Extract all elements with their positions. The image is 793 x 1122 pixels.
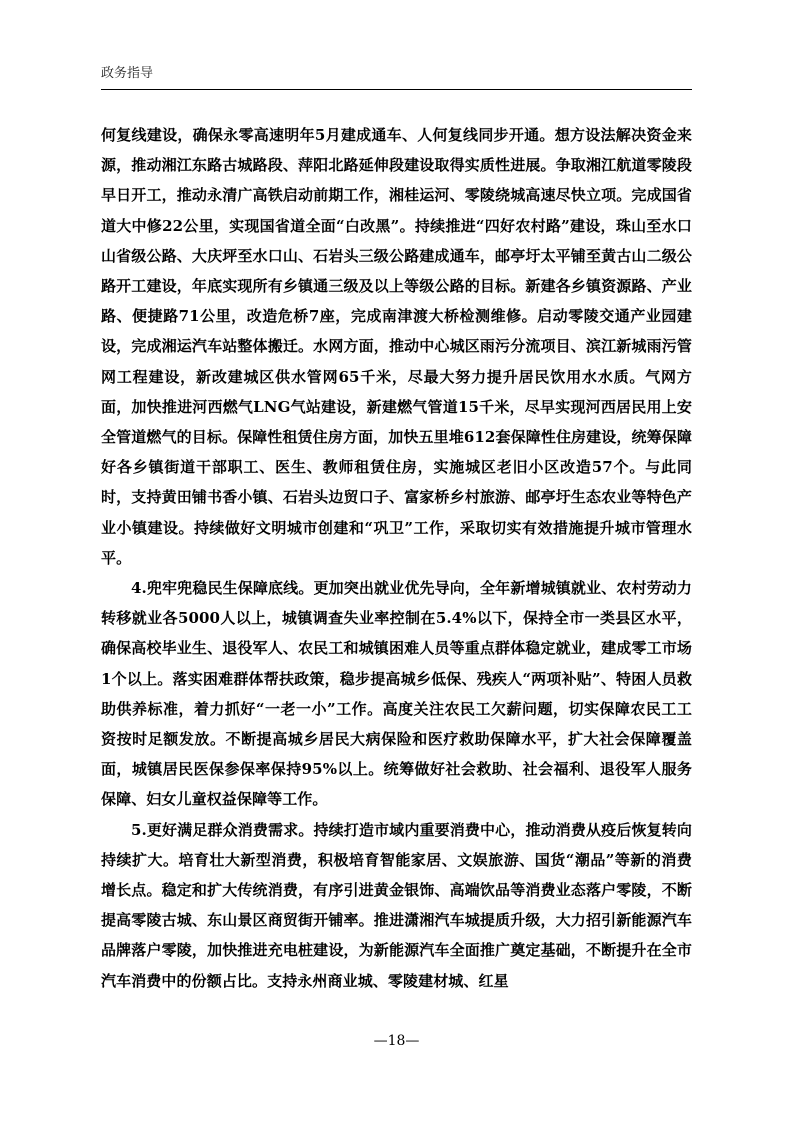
page-footer <box>0 1030 793 1049</box>
page-number: —18— <box>373 1033 420 1049</box>
page-header <box>101 66 692 90</box>
document-body <box>101 120 692 996</box>
paragraph-section-5: 5.更好满足群众消费需求。持续打造市域内重要消费中心，推动消费从疫后恢复转向持续扩大。培育壮大新型消费，积极培育智能家居、文娱旅游、国货“潮品”等新的消费增长点。稳定和扩大传统消费，有序引进黄金银饰、高端饮品等消费业态落户零陵，不断提高零陵古城、东山景区商贸街开铺率。推进潇湘汽车城提质升级，大力招引新能源汽车品牌落户零陵，加快推进充电桩建设，为新能源汽车全面推广奠定基础，不断提升在全市汽车消费中的份额占比。支持永州商业城、零陵建材城、红星 <box>101 820 692 990</box>
header-title: 政务指导 <box>101 66 154 81</box>
paragraph-section-4: 4.兜牢兜稳民生保障底线。更加突出就业优先导向，全年新增城镇就业、农村劳动力转移就业各5000人以上，城镇调查失业率控制在5.4%以下，保持全市一类县区水平，确保高校毕业生、退役军人、农民工和城镇困难人员等重点群体稳定就业，建成零工市场1个以上。落实困难群体帮扶政策，稳步提高城乡低保、残疾人“两项补贴”、特困人员救助供养标准，着力抓好“一老一小”工作。高度关注农民工欠薪问题，切实保障农民工工资按时足额发放。不断提高城乡居民大病保险和医疗救助保障水平，扩大社会保障覆盖面，城镇居民医保参保率保持95%以上。统筹做好社会救助、社会福利、退役军人服务保障、妇女儿童权益保障等工作。 <box>101 579 692 809</box>
paragraph-continued: 何复线建设，确保永零高速明年5月建成通车、人何复线同步开通。想方设法解决资金来源，推动湘江东路古城路段、萍阳北路延伸段建设取得实质性进展。争取湘江航道零陵段早日开工，推动永清广高铁启动前期工作，湘桂运河、零陵绕城高速尽快立项。完成国省道大中修22公里，实现国省道全面“白改黑”。持续推进“四好农村路”建设，珠山至水口山省级公路、大庆坪至水口山、石岩头三级公路建成通车，邮亭圩太平铺至黄古山二级公路开工建设，年底实现所有乡镇通三级及以上等级公路的目标。新建各乡镇资源路、产业路、便捷路71公里，改造危桥7座，完成南津渡大桥检测维修。启动零陵交通产业园建设，完成湘运汽车站整体搬迁。水网方面，推动中心城区雨污分流项目、滨江新城雨污管网工程建设，新改建城区供水管网65千米，尽最大努力提升居民饮用水水质。气网方面，加快推进河西燃气LNG气站建设，新建燃气管道15千米，尽早实现河西居民用上安全管道燃气的目标。保障性租赁住房方面，加快五里堆612套保障性住房建设，统筹保障好各乡镇街道干部职工、医生、教师租赁住房，实施城区老旧小区改造57个。与此同时，支持黄田铺书香小镇、石岩头边贸口子、富家桥乡村旅游、邮亭圩生态农业等特色产业小镇建设。持续做好文明城市创建和“巩卫”工作，采取切实有效措施提升城市管理水平。 <box>101 126 692 567</box>
header-rule <box>101 89 692 90</box>
